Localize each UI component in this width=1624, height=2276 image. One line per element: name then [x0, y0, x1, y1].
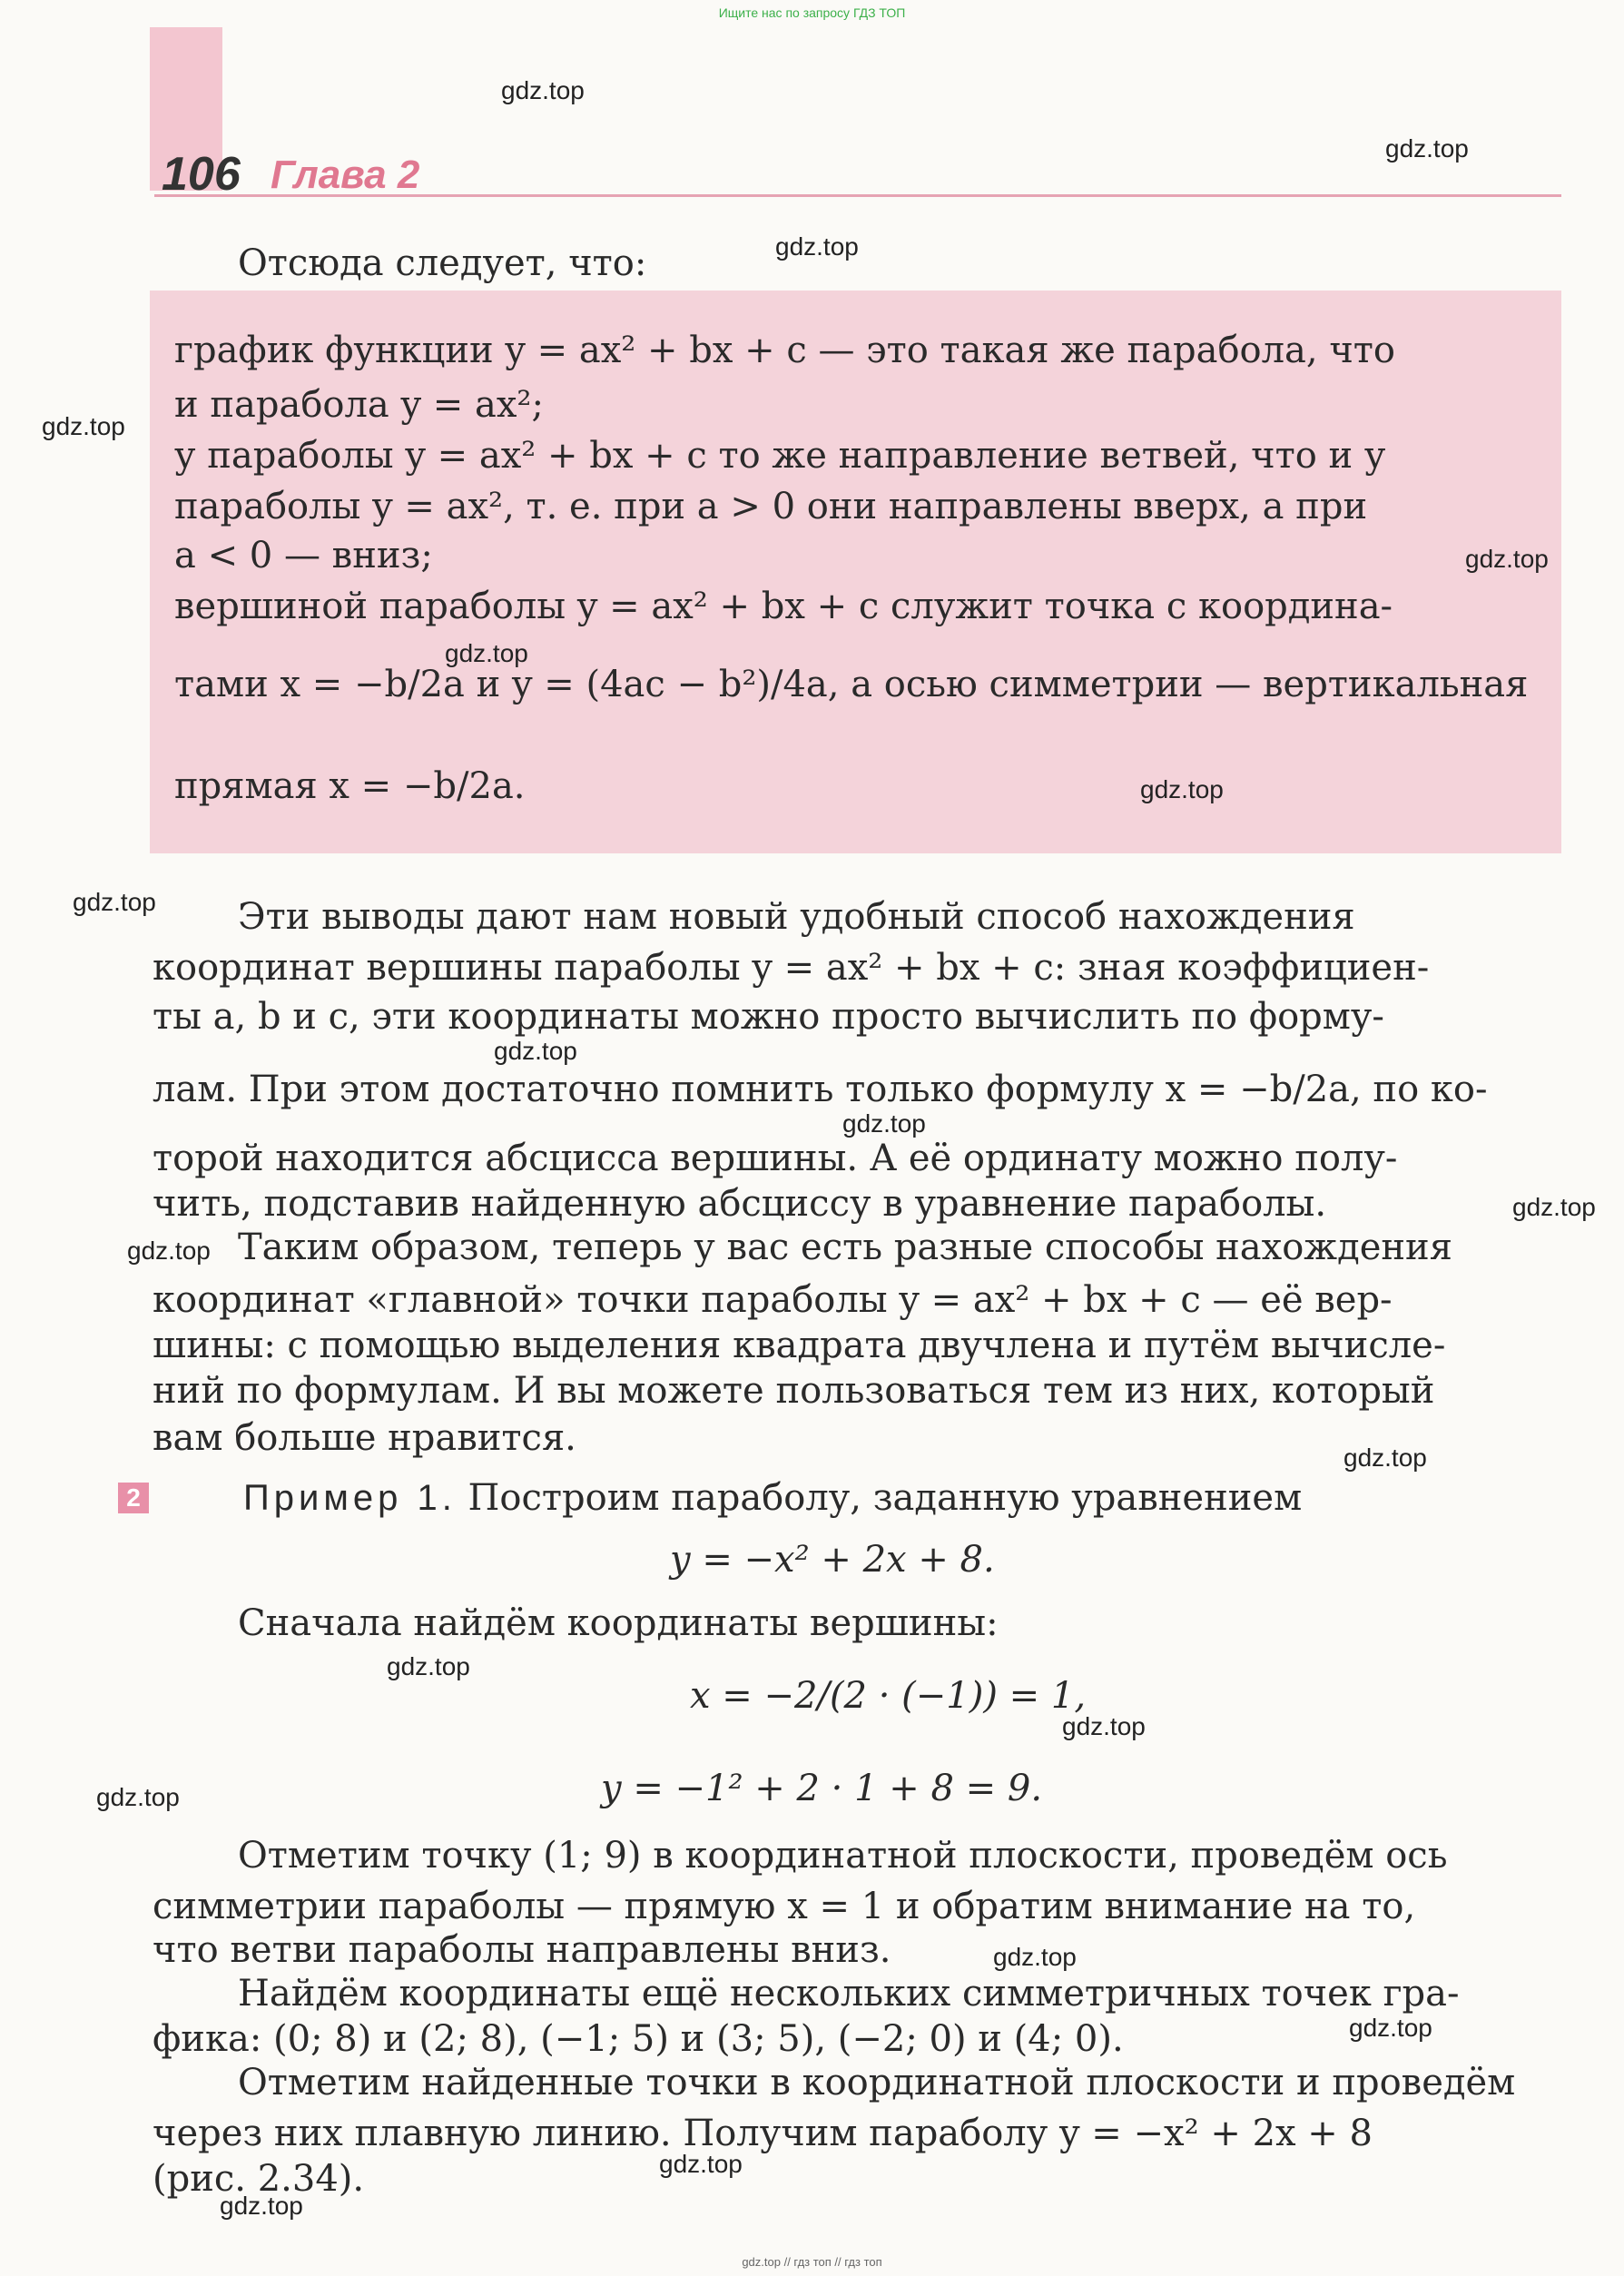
- watermark: gdz.top: [445, 639, 528, 667]
- para-line: Отметим найденные точки в координатной плоскости и проведём: [238, 2062, 1516, 2104]
- watermark: gdz.top: [775, 232, 859, 261]
- watermark: gdz.top: [1349, 2014, 1432, 2042]
- watermark: gdz.top: [96, 1783, 180, 1811]
- para-line: фика: (0; 8) и (2; 8), (−1; 5) и (3; 5), (−2; 0) и (4; 0).: [153, 2018, 1124, 2060]
- box-line: тами x = −b/2a и y = (4ac − b²)/4a, а осью симметрии — вертикальная: [174, 664, 1529, 705]
- example-statement: Построим параболу, заданную уравнением: [468, 1477, 1303, 1519]
- para-line: Отметим точку (1; 9) в координатной плоскости, проведём ось: [238, 1835, 1448, 1877]
- para-line: координат «главной» точки параболы y = ax² + bx + c — её вер-: [153, 1279, 1393, 1321]
- example-calc-y: y = −1² + 2 · 1 + 8 = 9.: [601, 1768, 1043, 1809]
- para-line: Найдём координаты ещё нескольких симметричных точек гра-: [238, 1973, 1460, 2015]
- para-line: лам. При этом достаточно помнить только формулу x = −b/2a, по ко-: [153, 1069, 1488, 1110]
- para-line: вам больше нравится.: [153, 1417, 576, 1459]
- para-line: шины: с помощью выделения квадрата двучлена и путём вычисле-: [153, 1325, 1446, 1366]
- watermark: gdz.top: [494, 1037, 577, 1065]
- para-line: (рис. 2.34).: [153, 2158, 365, 2200]
- watermark: gdz.top: [659, 2150, 743, 2178]
- para-line: координат вершины параболы y = ax² + bx + c: зная коэффициен-: [153, 947, 1430, 989]
- watermark: gdz.top: [42, 412, 125, 440]
- watermark: gdz.top: [127, 1237, 211, 1265]
- para-line: чить, подставив найденную абсциссу в уравнение параболы.: [153, 1183, 1327, 1225]
- box-line: a < 0 — вниз;: [174, 535, 433, 576]
- watermark: gdz.top: [501, 76, 585, 104]
- page-number: 106: [162, 148, 241, 201]
- box-line: прямая x = −b/2a.: [174, 765, 526, 807]
- box-line: и парабола y = ax²;: [174, 384, 544, 426]
- watermark: gdz.top: [842, 1109, 926, 1138]
- box-line: у параболы y = ax² + bx + c то же направление ветвей, что и у: [174, 435, 1386, 477]
- watermark: gdz.top: [1062, 1712, 1146, 1740]
- para-line: торой находится абсцисса вершины. А её ординату можно полу-: [153, 1138, 1398, 1179]
- section-marker: 2: [118, 1483, 149, 1513]
- watermark: gdz.top: [220, 2192, 303, 2220]
- intro-text: Отсюда следует, что:: [238, 242, 647, 284]
- top-note: Ищите нас по запросу ГДЗ ТОП: [718, 5, 906, 20]
- watermark: gdz.top: [1465, 545, 1549, 573]
- watermark: gdz.top: [1512, 1193, 1596, 1221]
- para-line: симметрии параболы — прямую x = 1 и обратим внимание на то,: [153, 1886, 1416, 1927]
- watermark: gdz.top: [1140, 775, 1224, 803]
- chapter-title: Глава 2: [271, 153, 420, 197]
- watermark: gdz.top: [387, 1652, 470, 1680]
- box-line: параболы y = ax², т. е. при a > 0 они направлены вверх, а при: [174, 486, 1368, 527]
- watermark: gdz.top: [993, 1943, 1077, 1971]
- example-label: Пример 1.: [243, 1478, 457, 1518]
- para-line: через них плавную линию. Получим параболу y = −x² + 2x + 8: [153, 2113, 1373, 2154]
- para-line: Эти выводы дают нам новый удобный способ нахождения: [238, 896, 1355, 938]
- example-calc-x: x = −2/(2 · (−1)) = 1,: [690, 1675, 1087, 1717]
- box-line: вершиной параболы y = ax² + bx + c служит точка с координа-: [174, 586, 1393, 627]
- example-equation: y = −x² + 2x + 8.: [670, 1539, 995, 1581]
- bottom-note: gdz.top // гдз топ // гдз топ: [742, 2255, 882, 2269]
- watermark: gdz.top: [73, 888, 156, 916]
- watermark: gdz.top: [1343, 1443, 1427, 1472]
- para-line: что ветви параболы направлены вниз.: [153, 1929, 891, 1971]
- para-line: Таким образом, теперь у вас есть разные способы нахождения: [238, 1227, 1452, 1268]
- para-line: ний по формулам. И вы можете пользоваться тем из них, который: [153, 1370, 1435, 1412]
- box-line: график функции y = ax² + bx + c — это такая же парабола, что: [174, 330, 1395, 371]
- watermark: gdz.top: [1385, 134, 1469, 163]
- para-line: ты a, b и c, эти координаты можно просто вычислить по форму-: [153, 996, 1384, 1038]
- example-heading: [243, 1473, 1302, 1523]
- example-step: Сначала найдём координаты вершины:: [238, 1602, 999, 1644]
